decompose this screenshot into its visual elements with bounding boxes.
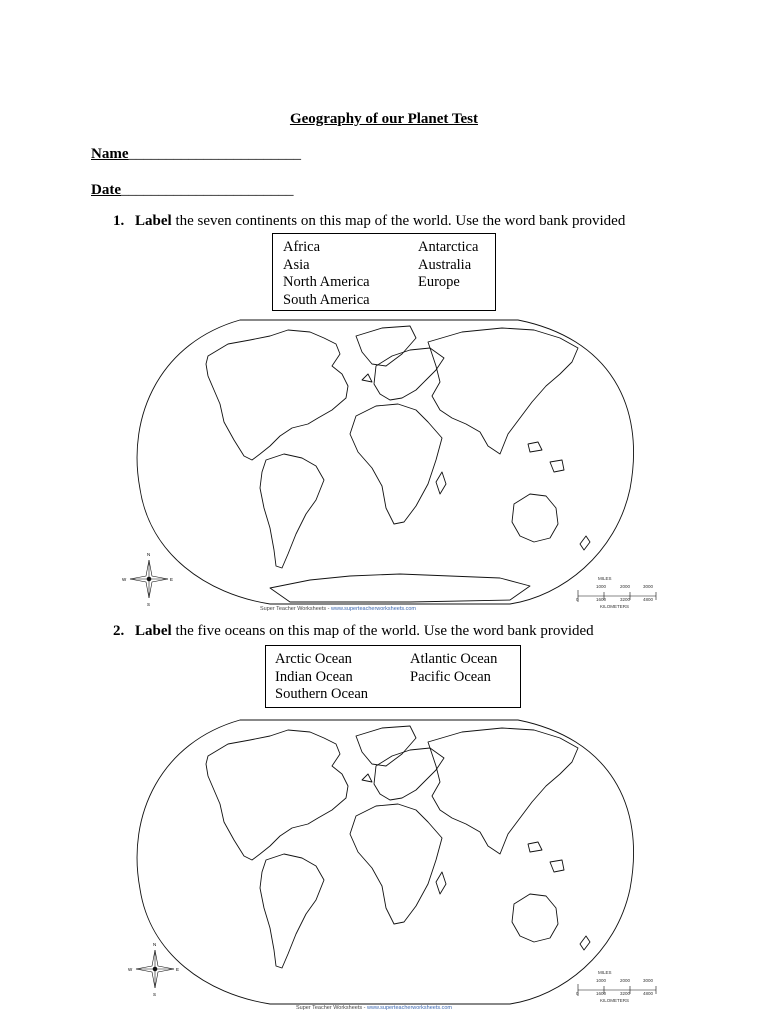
word-bank-item: Atlantic Ocean [410, 651, 498, 667]
scale-miles-label: MILES [598, 576, 612, 581]
scale-km-label: KILOMETERS [600, 998, 630, 1003]
question-keyword: Label [135, 623, 172, 639]
scale-miles-3: 3000 [643, 978, 654, 983]
compass-s: S [153, 992, 157, 997]
word-bank-item: Pacific Ocean [410, 668, 491, 685]
compass-e: E [176, 967, 180, 972]
scale-miles-label: MILES [598, 970, 612, 975]
question-1 [113, 213, 625, 230]
question-text: the seven continents on this map of the world. Use the word bank provided [171, 213, 626, 229]
world-map-outline [110, 314, 670, 616]
date-blank[interactable]: _______________________ [121, 182, 294, 198]
compass-rose [130, 560, 168, 598]
name-blank[interactable]: _______________________ [128, 146, 301, 162]
word-bank-item: North America [283, 274, 370, 290]
word-bank-item: Australia [418, 256, 472, 273]
world-map-outline [110, 714, 670, 1016]
compass-w: W [128, 967, 133, 972]
scale-km-2: 3200 [620, 597, 631, 602]
question-number: 2. [113, 623, 125, 639]
scale-km-1: 1600 [596, 991, 607, 996]
map-credit: Super Teacher Worksheets - www.superteacherworksheets.com [260, 606, 417, 612]
compass-n: N [153, 942, 157, 947]
word-bank-item: Antarctica [418, 239, 479, 255]
word-bank-item: Indian Ocean [275, 668, 353, 685]
scale-miles-2: 2000 [620, 978, 631, 983]
word-bank-item: Southern Ocean [275, 686, 369, 702]
scale-miles-1: 1000 [596, 978, 607, 983]
word-bank-item: Arctic Ocean [275, 651, 352, 667]
world-map-oceans [110, 714, 670, 1016]
scale-km-3: 4800 [643, 991, 654, 996]
compass-s: S [147, 602, 151, 607]
scale-zero: 0 [576, 991, 579, 996]
scale-km-1: 1600 [596, 597, 607, 602]
map-credit: Super Teacher Worksheets - www.superteacherworksheets.com [296, 1005, 453, 1011]
date-field[interactable] [91, 182, 294, 199]
scale-zero: 0 [576, 597, 579, 602]
word-bank-item: Africa [283, 239, 321, 255]
compass-e: E [170, 577, 174, 582]
word-bank-continents [272, 233, 496, 311]
name-field[interactable] [91, 146, 301, 163]
name-label: Name [91, 146, 129, 162]
word-bank-oceans [265, 645, 521, 708]
date-label: Date [91, 182, 121, 198]
scale-miles-1: 1000 [596, 584, 607, 589]
scale-km-label: KILOMETERS [600, 604, 630, 609]
compass-rose [136, 950, 174, 988]
word-bank-item: South America [283, 291, 370, 308]
question-text: the five oceans on this map of the world. Use the word bank provided [171, 623, 594, 639]
compass-n: N [147, 552, 151, 557]
question-keyword: Label [135, 213, 172, 229]
word-bank-item: Europe [418, 274, 460, 290]
scale-km-2: 3200 [620, 991, 631, 996]
scale-miles-2: 2000 [620, 584, 631, 589]
question-number: 1. [113, 213, 125, 229]
compass-w: W [122, 577, 127, 582]
question-2 [113, 623, 594, 640]
word-bank-item: Asia [283, 256, 310, 273]
scale-miles-3: 3000 [643, 584, 654, 589]
scale-km-3: 4800 [643, 597, 654, 602]
world-map-continents [110, 314, 670, 616]
page-title: Geography of our Planet Test [289, 111, 479, 127]
